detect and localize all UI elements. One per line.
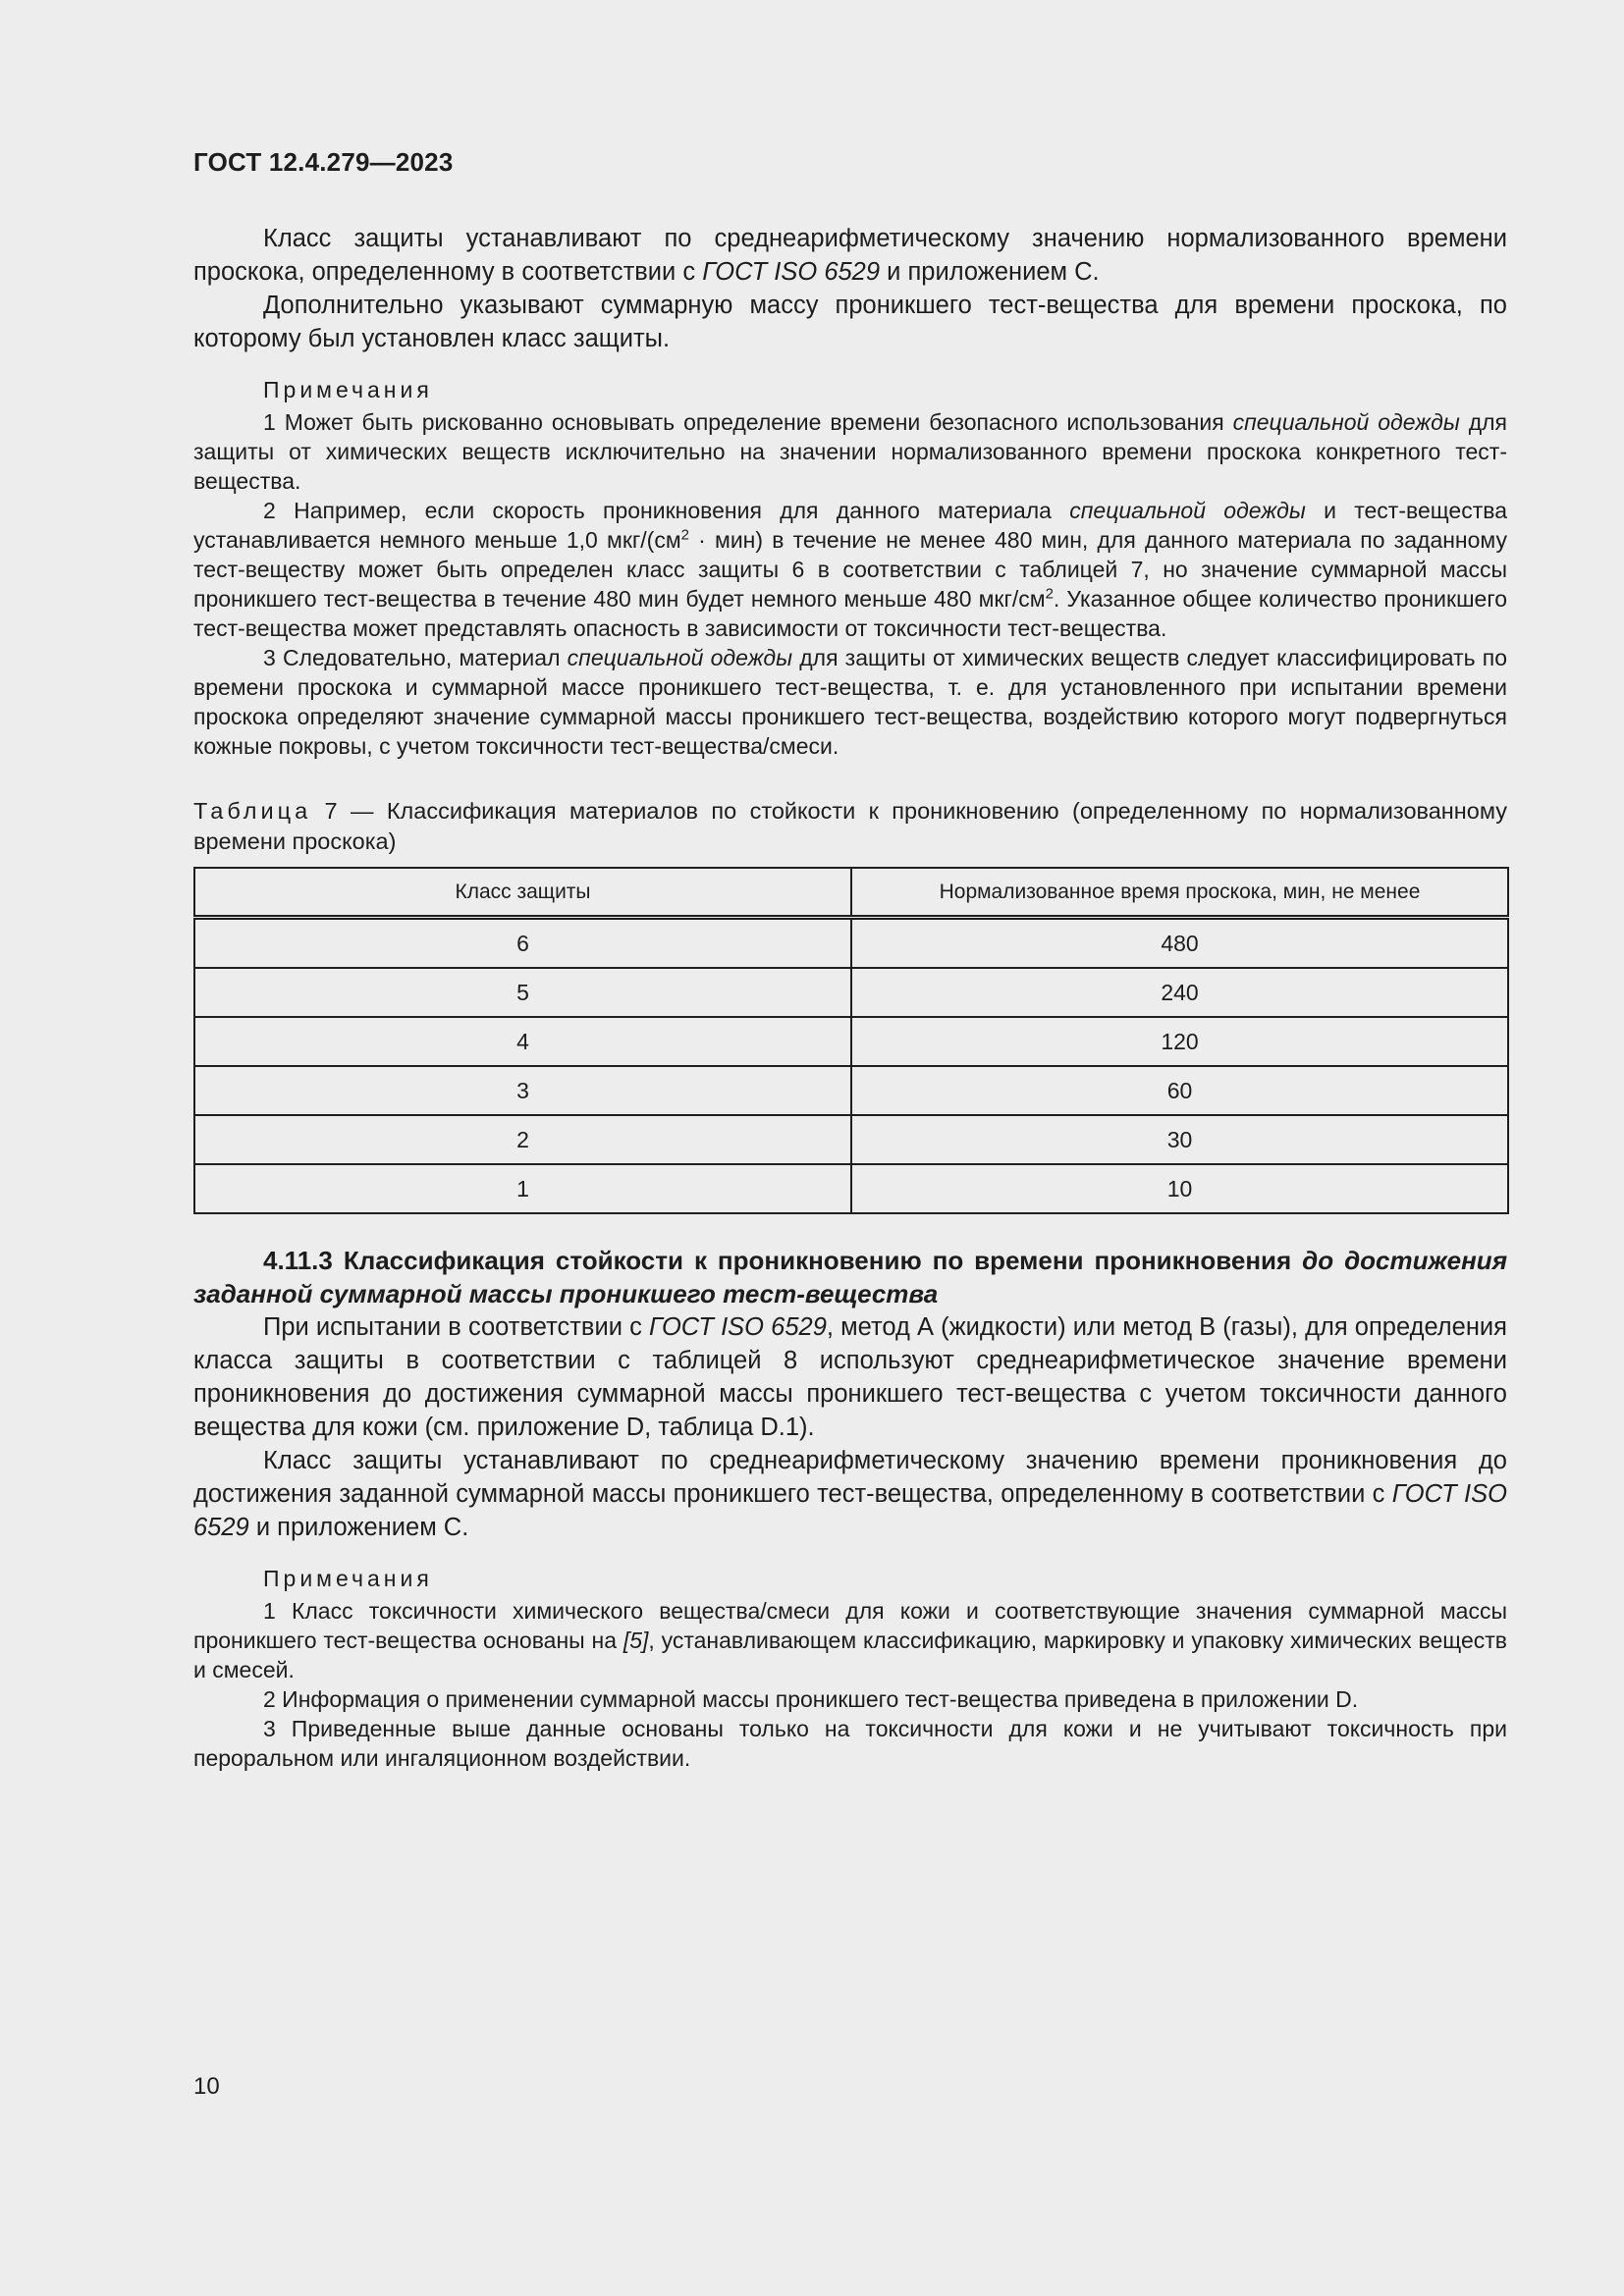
caption-text: 7 — Классификация материалов по стойкости к проникновению (определенному по нормализованному времени проскока) — [193, 798, 1507, 854]
reference: [5] — [623, 1628, 649, 1653]
note-3: 3 Приведенные выше данные основаны только на токсичности для кожи и не учитывают токсичность при пероральном или ингаляционном воздействии. — [193, 1716, 1507, 1771]
note-2 — [193, 496, 1507, 643]
italic-term: специальной одежды — [1069, 498, 1306, 523]
text: 1 Может быть рискованно основывать определение времени безопасного использования — [263, 409, 1233, 435]
text: для защиты от химических веществ следует классифицировать по времени проскока и суммарной массе проникшего тест-вещества, т. е. для установленного при испытании времени проскока определяют значение суммарной массы проникшего тест-вещества, воздействию которого могут подвергнуться кожные покровы, с учетом токсичности тест-вещества/смеси. — [193, 645, 1507, 759]
column-header: Класс защиты — [194, 868, 851, 918]
text: и приложением С. — [880, 258, 1100, 286]
table-row — [194, 968, 1508, 1017]
table-row — [194, 1115, 1508, 1164]
notes-heading: Примечания — [263, 377, 433, 402]
table-row — [194, 1164, 1508, 1213]
table-cell: 3 — [194, 1066, 851, 1115]
table-cell: 1 — [194, 1164, 851, 1213]
text: и тест-вещества устанавливается немного меньше 1,0 мкг/(см — [193, 498, 1507, 553]
classification-table — [193, 867, 1509, 1214]
italic-term: специальной одежды — [1232, 409, 1460, 435]
note-1 — [193, 1596, 1507, 1684]
table-cell: 480 — [851, 918, 1508, 969]
section-heading — [193, 1244, 1507, 1310]
text: Класс защиты устанавливают по среднеарифметическому значению времени проникновения до достижения заданной суммарной массы проникшего тест-вещества, определенному в соответствии с — [193, 1447, 1507, 1508]
text: для защиты от химических веществ исключительно на значении нормализованного времени проскока конкретного тест-вещества. — [193, 409, 1507, 494]
table-cell: 6 — [194, 918, 851, 969]
text: Класс защиты устанавливают по среднеарифметическому значению нормализованного времени проскока, определенному в соответствии с — [193, 225, 1507, 286]
notes-heading: Примечания — [263, 1566, 433, 1591]
text: 1 Класс токсичности химического вещества/смеси для кожи и соответствующие значения суммарной массы проникшего тест-вещества основаны на — [193, 1598, 1507, 1653]
table-cell: 60 — [851, 1066, 1508, 1115]
italic-term: специальной одежды — [567, 645, 793, 670]
page-content — [193, 222, 1507, 1773]
paragraph — [193, 1444, 1507, 1544]
standard-reference: ГОСТ ISO 6529 — [702, 258, 881, 286]
note-3 — [193, 643, 1507, 761]
table-row — [194, 1066, 1508, 1115]
table-row — [194, 1017, 1508, 1066]
table-cell: 2 — [194, 1115, 851, 1164]
table-cell: 120 — [851, 1017, 1508, 1066]
note-2: 2 Информация о применении суммарной массы проникшего тест-вещества приведена в приложении D. — [263, 1686, 1359, 1712]
table-cell: 240 — [851, 968, 1508, 1017]
superscript: 2 — [680, 526, 689, 544]
page-number: 10 — [193, 2073, 220, 2100]
note-1 — [193, 407, 1507, 496]
text: . Указанное общее количество проникшего тест-вещества может представлять опасность в зависимости от токсичности тест-вещества. — [193, 586, 1507, 641]
table-cell: 4 — [194, 1017, 851, 1066]
superscript: 2 — [1045, 585, 1054, 603]
paragraph — [193, 289, 1507, 355]
section-number: 4.11.3 — [263, 1246, 333, 1275]
table-cell: 30 — [851, 1115, 1508, 1164]
standard-reference: ГОСТ ISO 6529 — [193, 1480, 1507, 1541]
standard-reference: ГОСТ ISO 6529 — [648, 1313, 827, 1341]
table-header-row — [194, 868, 1508, 918]
text: , метод А (жидкости) или метод В (газы), для определения класса защиты в соответствии с таблицей 8 используют среднеарифметическое значение времени проникновения до достижения суммарной массы проникшего тест-вещества с учетом токсичности данного вещества для кожи (см. приложение D, таблица D.1). — [193, 1313, 1507, 1441]
caption-label: Таблица — [193, 798, 312, 824]
table-cell: 10 — [851, 1164, 1508, 1213]
document-header: ГОСТ 12.4.279—2023 — [193, 147, 454, 177]
paragraph — [193, 222, 1507, 289]
text: · мин) в течение не менее 480 мин, для данного материала по заданному тест-веществу может быть определен класс защиты 6 в соответствии с таблицей 7, но значение суммарной массы проникшего тест-вещества в течение 480 мин будет немного меньше 480 мкг/см — [193, 527, 1508, 612]
section-title-italic: до достижения заданной суммарной массы проникшего тест-вещества — [193, 1246, 1508, 1308]
text: и приложением С. — [248, 1514, 469, 1541]
paragraph — [193, 1310, 1507, 1444]
text: 3 Следовательно, материал — [263, 645, 568, 670]
text: , устанавливающем классификацию, маркировку и упаковку химических веществ и смесей. — [193, 1628, 1507, 1682]
table-row — [194, 918, 1508, 969]
section-title: Классификация стойкости к проникновению по времени проникновения — [332, 1246, 1303, 1275]
table-cell: 5 — [194, 968, 851, 1017]
column-header: Нормализованное время проскока, мин, не менее — [851, 868, 1508, 918]
table-caption — [193, 796, 1507, 857]
text: При испытании в соответствии с — [263, 1313, 649, 1341]
text: Дополнительно указывают суммарную массу проникшего тест-вещества для времени проскока, по которому был установлен класс защиты. — [193, 292, 1507, 352]
text: 2 Например, если скорость проникновения для данного материала — [263, 498, 1070, 523]
